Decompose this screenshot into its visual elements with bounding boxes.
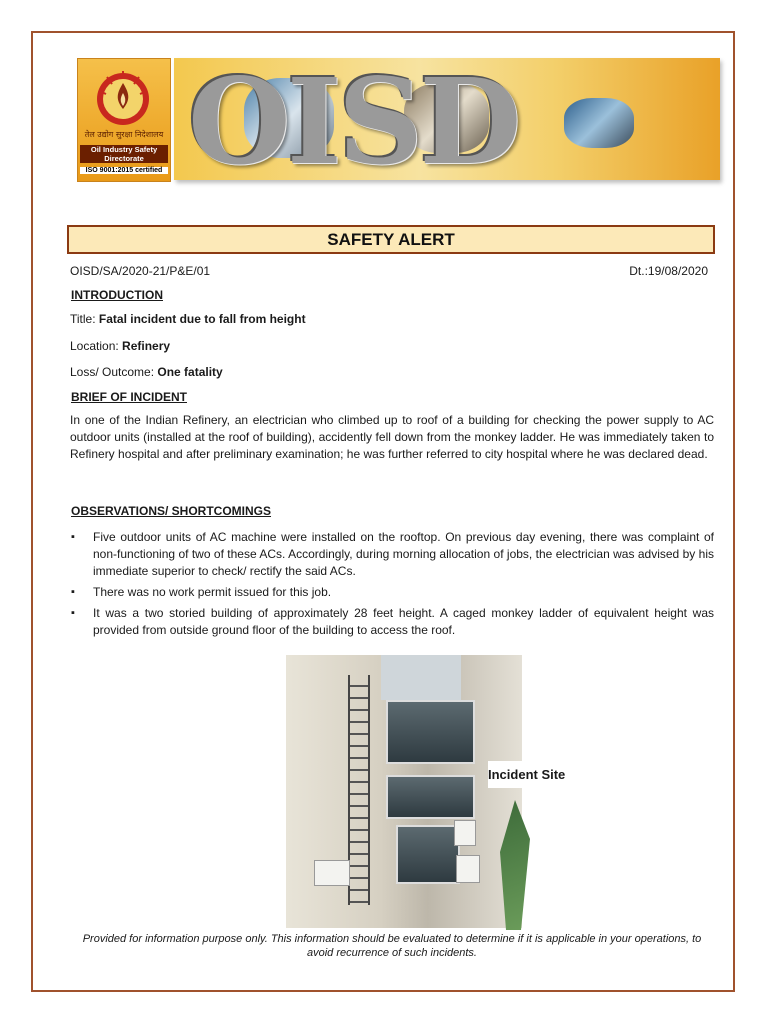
- observations-list: [70, 529, 714, 643]
- incident-site-label: Incident Site: [488, 761, 578, 788]
- oisd-logo: [77, 58, 171, 182]
- loss-value: One fatality: [157, 365, 223, 379]
- reference-number: OISD/SA/2020-21/P&E/01: [70, 264, 211, 278]
- photo-ac-unit: [314, 860, 350, 886]
- title-label: Title:: [70, 312, 99, 326]
- oisd-banner: [174, 58, 720, 180]
- logo-hindi-text: तेल उद्योग सुरक्षा निदेशालय: [84, 130, 164, 139]
- safety-alert-title: SAFETY ALERT: [67, 225, 715, 254]
- list-item: ▪ It was a two storied building of approximately 28 feet height. A caged monkey ladder of equivalent height was provided from outside ground floor of the building to access the roof.: [70, 605, 714, 639]
- photo-window-upper: [386, 700, 475, 764]
- introduction-heading: INTRODUCTION: [71, 288, 163, 302]
- photo-monkey-ladder: [348, 675, 370, 905]
- incident-site-photo: [286, 655, 522, 928]
- alert-date: Dt.:19/08/2020: [629, 264, 708, 278]
- loss-label: Loss/ Outcome:: [70, 365, 158, 379]
- title-field: [70, 311, 306, 328]
- banner-logo-text: OISD: [188, 58, 518, 180]
- list-item: ▪ Five outdoor units of AC machine were installed on the rooftop. On previous day evening, there was complaint of non-functioning of two of these ACs. Accordingly, during morning allocation of jobs, the electrician was advised by his immediate superior to check/ rectify the said ACs.: [70, 529, 714, 580]
- photo-ac-unit: [454, 820, 476, 846]
- brief-paragraph: In one of the Indian Refinery, an electrician who climbed up to roof of a building for checking the power supply to AC outdoor units (installed at the roof of building), accidently fell down from the monkey ladder. He was immediately taken to Refinery hospital and after preliminary examination; he was further referred to city hospital where he was declared dead.: [70, 413, 714, 461]
- photo-sky: [381, 655, 461, 700]
- photo-ac-unit: [456, 855, 480, 883]
- location-field: [70, 338, 170, 355]
- logo-english-text: Oil Industry Safety Directorate: [80, 145, 168, 163]
- banner-photo-rig: [564, 98, 634, 148]
- flame-emblem-icon: [93, 65, 153, 125]
- brief-heading: BRIEF OF INCIDENT: [71, 390, 187, 404]
- location-value: Refinery: [122, 339, 171, 353]
- photo-window-mid: [386, 775, 475, 819]
- disclaimer-footer: Provided for information purpose only. This information should be evaluated to determine if it is applicable in your operations, to avoid recurrence of such incidents.: [82, 933, 702, 959]
- list-item: ▪ There was no work permit issued for this job.: [70, 584, 714, 601]
- photo-window-lower: [396, 825, 460, 884]
- observations-heading: OBSERVATIONS/ SHORTCOMINGS: [71, 504, 272, 518]
- title-value: Fatal incident due to fall from height: [98, 312, 306, 326]
- iso-certification-text: ISO 9001:2015 certified: [80, 167, 168, 174]
- loss-field: [70, 364, 223, 381]
- location-label: Location:: [70, 339, 123, 353]
